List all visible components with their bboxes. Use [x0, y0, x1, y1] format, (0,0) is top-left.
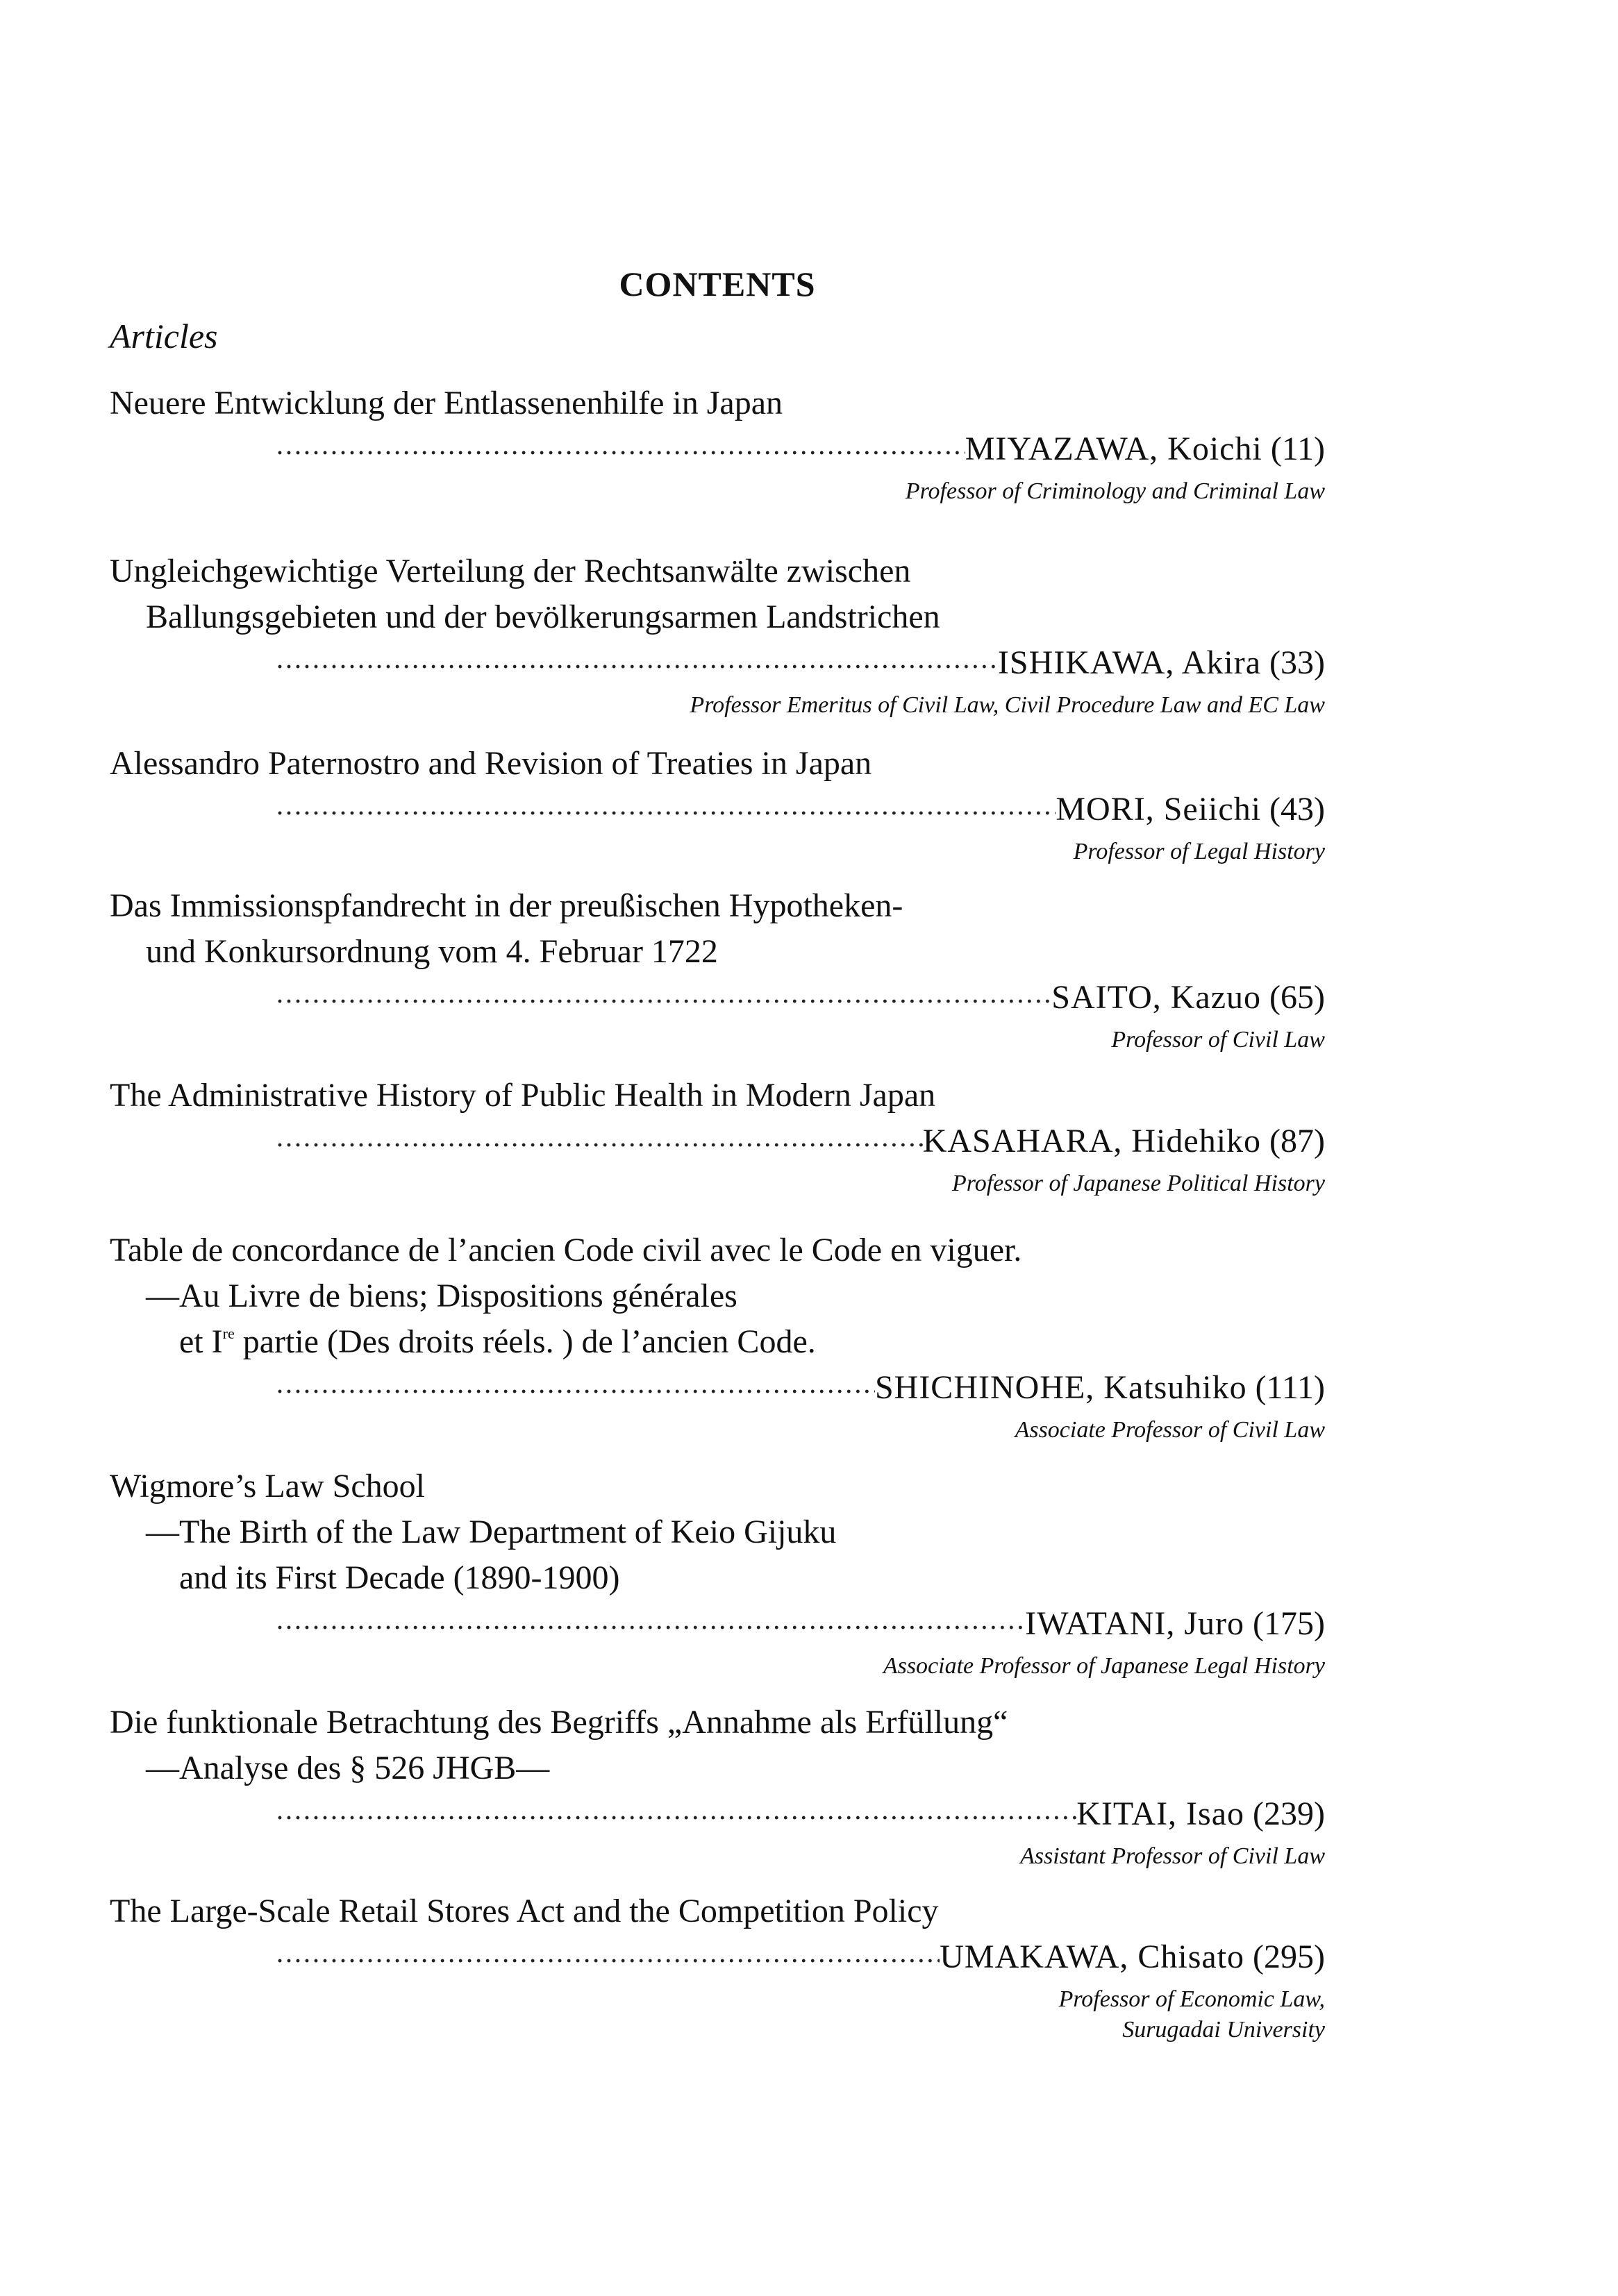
- entry-affiliation: Assistant Professor of Civil Law: [1020, 1843, 1325, 1869]
- dot-leader: [276, 644, 998, 690]
- toc-entry[interactable]: [110, 1227, 1325, 1446]
- toc-entry[interactable]: [110, 548, 1325, 721]
- entry-page-number: (239): [1253, 1795, 1325, 1832]
- entry-author-line: [110, 975, 1325, 1025]
- dot-leader: [276, 979, 1051, 1025]
- entry-title: Ungleichgewichtige Verteilung der Rechtsanwälte zwischen: [110, 553, 911, 589]
- entry-author: IWATANI, Juro: [1025, 1605, 1245, 1642]
- toc-entry[interactable]: [110, 741, 1325, 867]
- entry-affiliation: Professor Emeritus of Civil Law, Civil Procedure Law and EC Law: [690, 692, 1325, 718]
- entry-title-continued: Ballungsgebieten und der bevölkerungsarmen Landstrichen: [146, 598, 940, 635]
- entry-author-line: [110, 1118, 1325, 1168]
- entry-subtitle: —Analyse des § 526 JHGB—: [146, 1750, 550, 1786]
- toc-entry[interactable]: [110, 1700, 1325, 1872]
- entry-author: MORI, Seiichi: [1056, 791, 1262, 828]
- entry-affiliation: Associate Professor of Civil Law: [1015, 1417, 1325, 1443]
- dot-leader: [276, 791, 1056, 837]
- entry-affiliation: Professor of Civil Law: [1111, 1027, 1325, 1053]
- entry-affiliation: Professor of Economic Law,: [1058, 1986, 1325, 2012]
- section-heading-articles: Articles: [110, 317, 218, 355]
- entry-author-line: [110, 1791, 1325, 1841]
- entry-subtitle: —Au Livre de biens; Dispositions générales: [146, 1277, 737, 1314]
- entry-author-line: [110, 1934, 1325, 1984]
- entry-author: SHICHINOHE, Katsuhiko: [874, 1369, 1247, 1406]
- entry-author: MIYAZAWA, Koichi: [965, 430, 1262, 467]
- entry-author: ISHIKAWA, Akira: [997, 644, 1262, 681]
- entry-author-line: [110, 1601, 1325, 1651]
- entry-page-number: (43): [1269, 791, 1325, 828]
- entry-author-line: [110, 426, 1325, 476]
- superscript: re: [222, 1325, 235, 1342]
- entry-page-number: (87): [1269, 1123, 1325, 1159]
- entry-subtitle-continued: et Ire partie (Des droits réels. ) de l’ancien Code.: [179, 1323, 816, 1360]
- dot-leader: [276, 1369, 875, 1415]
- toc-entry[interactable]: [110, 1888, 1325, 2045]
- toc-entry[interactable]: [110, 380, 1325, 507]
- toc-entry[interactable]: [110, 1073, 1325, 1199]
- entry-title: Die funktionale Betrachtung des Begriffs „Annahme als Erfüllung“: [110, 1704, 1008, 1741]
- entry-affiliation: Professor of Criminology and Criminal Law: [905, 478, 1325, 504]
- toc-entry[interactable]: [110, 1464, 1325, 1682]
- entry-title: The Administrative History of Public Health in Modern Japan: [110, 1077, 936, 1114]
- toc-entry[interactable]: [110, 883, 1325, 1055]
- entry-author: UMAKAWA, Chisato: [940, 1938, 1245, 1975]
- entry-author-line: [110, 640, 1325, 690]
- entry-title: Table de concordance de l’ancien Code civil avec le Code en viguer.: [110, 1232, 1022, 1268]
- dot-leader: [276, 1123, 923, 1168]
- entry-title: Das Immissionspfandrecht in der preußischen Hypotheken-: [110, 887, 903, 924]
- dot-leader: [276, 1795, 1076, 1841]
- entry-affiliation: Professor of Legal History: [1073, 839, 1325, 864]
- entry-page-number: (11): [1270, 430, 1325, 467]
- entry-page-number: (111): [1255, 1369, 1325, 1406]
- entry-subtitle-continued: and its First Decade (1890-1900): [179, 1559, 620, 1596]
- entry-title: Alessandro Paternostro and Revision of Treaties in Japan: [110, 745, 872, 782]
- entry-title-continued: und Konkursordnung vom 4. Februar 1722: [146, 933, 718, 970]
- entry-title: The Large-Scale Retail Stores Act and the Competition Policy: [110, 1893, 939, 1929]
- entry-author-line: [110, 1365, 1325, 1415]
- entry-author-line: [110, 787, 1325, 837]
- entry-author: SAITO, Kazuo: [1051, 979, 1262, 1016]
- entry-page-number: (65): [1269, 979, 1325, 1016]
- entry-author: KITAI, Isao: [1076, 1795, 1245, 1832]
- entry-title: Neuere Entwicklung der Entlassenenhilfe in Japan: [110, 385, 783, 421]
- dot-leader: [276, 1938, 940, 1984]
- entry-title: Wigmore’s Law School: [110, 1468, 425, 1505]
- entry-page-number: (295): [1253, 1938, 1325, 1975]
- dot-leader: [276, 1605, 1025, 1651]
- entry-affiliation-continued: Surugadai University: [1122, 2017, 1325, 2043]
- entry-affiliation: Professor of Japanese Political History: [951, 1171, 1325, 1196]
- page-title: CONTENTS: [619, 265, 816, 303]
- entry-author: KASAHARA, Hidehiko: [922, 1123, 1262, 1159]
- entry-affiliation: Associate Professor of Japanese Legal History: [883, 1653, 1325, 1679]
- entry-subtitle: —The Birth of the Law Department of Keio Gijuku: [146, 1514, 837, 1550]
- dot-leader: [276, 430, 965, 476]
- entry-page-number: (33): [1269, 644, 1325, 681]
- entry-page-number: (175): [1253, 1605, 1325, 1642]
